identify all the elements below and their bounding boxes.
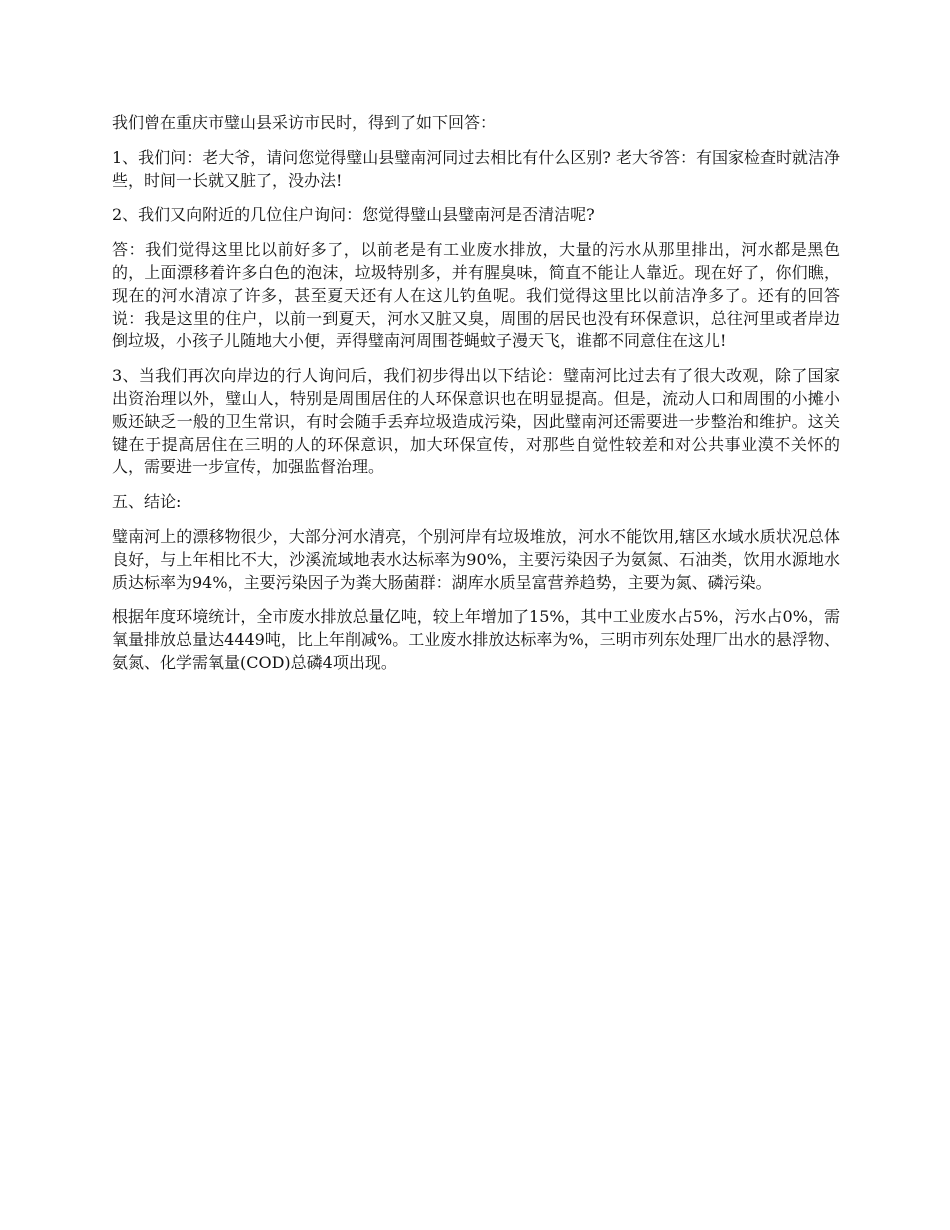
paragraph-conclusion-water: 璧南河上的漂移物很少，大部分河水清亮，个别河岸有垃圾堆放，河水不能饮用,辖区水域水质状况总体良好，与上年相比不大，沙溪流域地表水达标率为90%，主要污染因子为氨氮、石油类，饮用水源地水质达标率为94%，主要污染因子为粪大肠菌群：湖库水质呈富营养趋势，主要为氮、磷污染。 xyxy=(112,526,840,592)
section-heading-conclusion: 五、结论: xyxy=(112,492,182,512)
paragraph-conclusion-stats: 根据年度环境统计，全市废水排放总量亿吨，较上年增加了15%，其中工业废水占5%，污水占0%，需氧量排放总量达4449吨，比上年削减%。工业废水排放达标率为%，三明市列东处理厂出水的悬浮物、氨氮、化学需氧量(COD)总磷4项出现。 xyxy=(112,607,840,672)
paragraph-q2: 2、我们又向附近的几位住户询问：您觉得璧山县璧南河是否清洁呢? xyxy=(112,205,595,225)
paragraph-q3: 3、当我们再次向岸边的行人询问后，我们初步得出以下结论：璧南河比过去有了很大改观，除了国家出资治理以外，璧山人，特别是周围居住的人环保意识也在明显提高。但是，流动人口和周围的小摊小贩还缺乏一般的卫生常识，有时会随手丢弃垃圾造成污染，因此璧南河还需要进一步整治和维护。这关键在于提高居住在三明的人的环保意识，加大环保宣传，对那些自觉性较差和对公共事业漠不关怀的人，需要进一步宣传，加强监督治理。 xyxy=(112,366,840,477)
paragraph-q1: 1、我们问：老大爷，请问您觉得璧山县璧南河同过去相比有什么区别? 老大爷答：有国家检查时就洁净些，时间一长就又脏了，没办法! xyxy=(112,147,840,190)
document-body xyxy=(112,112,840,687)
paragraph-intro: 我们曾在重庆市璧山县采访市民时，得到了如下回答： xyxy=(112,113,497,132)
paragraph-answer: 答：我们觉得这里比以前好多了，以前老是有工业废水排放，大量的污水从那里排出，河水都是黑色的，上面漂移着许多白色的泡沫，垃圾特别多，并有腥臭味，简直不能让人靠近。现在好了，你们瞧，现在的河水清凉了许多，甚至夏天还有人在这儿钓鱼呢。我们觉得这里比以前洁净多了。还有的回答说：我是这里的住户，以前一到夏天，河水又脏又臭，周围的居民也没有环保意识，总往河里或者岸边倒垃圾，小孩子儿随地大小便，弄得璧南河周围苍蝇蚊子漫天飞，谁都不同意住在这儿! xyxy=(112,240,840,351)
